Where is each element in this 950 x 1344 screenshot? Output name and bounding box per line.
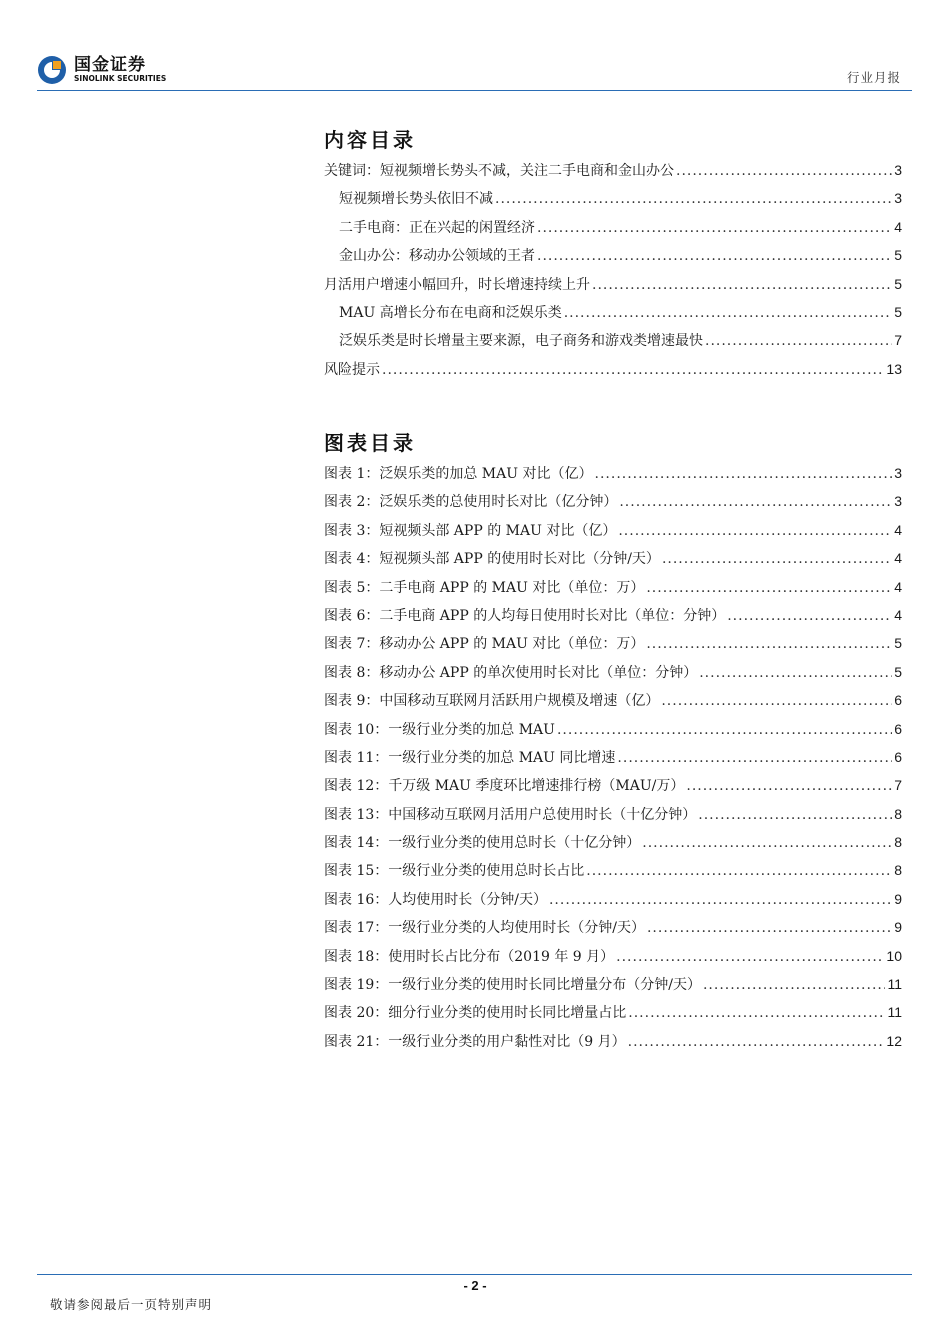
toc-entry-leader-dots xyxy=(495,191,892,207)
figure-entry-page: 4 xyxy=(894,606,902,623)
figure-entry-page: 3 xyxy=(894,465,902,481)
figure-entry[interactable] xyxy=(324,889,902,917)
figure-entry-title: 图表 8：移动办公 APP 的单次使用时长对比（单位：分钟） xyxy=(324,664,698,681)
figure-entry-title: 图表 7：移动办公 APP 的 MAU 对比（单位：万） xyxy=(324,636,645,653)
toc-entry-leader-dots xyxy=(592,277,892,293)
toc-entry-title: 短视频增长势头依旧不减 xyxy=(339,191,493,208)
figure-entry-page: 8 xyxy=(894,805,902,822)
figure-entry[interactable] xyxy=(324,974,902,1002)
contents-title: 内容目录 xyxy=(324,128,416,152)
toc-entry-page: 5 xyxy=(894,303,902,320)
toc-entry-title: 金山办公：移动办公领域的王者 xyxy=(339,248,535,265)
toc-entry[interactable] xyxy=(324,274,902,302)
figure-entry[interactable] xyxy=(324,747,902,775)
figure-entry[interactable] xyxy=(324,1031,902,1059)
figure-entry[interactable] xyxy=(324,775,902,803)
figure-entry[interactable] xyxy=(324,633,902,661)
contents-list xyxy=(324,160,902,387)
figure-entry-page: 9 xyxy=(894,919,902,936)
toc-entry-page: 5 xyxy=(894,275,902,292)
figure-entry-page: 9 xyxy=(894,890,902,907)
toc-entry[interactable] xyxy=(324,330,902,358)
toc-entry[interactable] xyxy=(324,160,902,188)
figure-entry-page: 11 xyxy=(887,1004,902,1021)
page-header xyxy=(0,0,950,95)
figure-entry-leader-dots xyxy=(557,722,892,738)
toc-entry-leader-dots xyxy=(537,220,892,236)
figure-entry-page: 8 xyxy=(894,834,902,851)
figure-entry-page: 10 xyxy=(886,947,902,964)
figure-entry[interactable] xyxy=(324,605,902,633)
figure-entry-page: 8 xyxy=(894,862,902,879)
figure-entry-leader-dots xyxy=(618,523,892,539)
figure-entry-title: 图表 15：一级行业分类的使用总时长占比 xyxy=(324,863,585,880)
toc-entry-title: 风险提示 xyxy=(324,361,380,378)
figure-entry-title: 图表 18：使用时长占比分布（2019 年 9 月） xyxy=(324,948,615,965)
figure-entry[interactable] xyxy=(324,917,902,945)
figure-entry-leader-dots xyxy=(662,551,892,567)
figure-entry-page: 7 xyxy=(894,777,902,794)
figure-entry-title: 图表 19：一级行业分类的使用时长同比增量分布（分钟/天） xyxy=(324,977,701,994)
figure-entry-page: 5 xyxy=(894,635,902,652)
figure-entry[interactable] xyxy=(324,548,902,576)
figure-entry-page: 6 xyxy=(894,720,902,737)
logo-english-name: SINOLINK SECURITIES xyxy=(74,74,167,83)
toc-entry-title: 泛娱乐类是时长增量主要来源，电子商务和游戏类增速最快 xyxy=(339,333,703,350)
figure-entry-title: 图表 16：人均使用时长（分钟/天） xyxy=(324,891,547,908)
toc-entry-leader-dots xyxy=(382,362,884,378)
figure-entry[interactable] xyxy=(324,946,902,974)
figure-entry-title: 图表 5：二手电商 APP 的 MAU 对比（单位：万） xyxy=(324,579,645,596)
company-logo xyxy=(36,54,166,86)
figure-entry-leader-dots xyxy=(628,1034,885,1050)
figures-title: 图表目录 xyxy=(324,431,416,455)
toc-entry[interactable] xyxy=(324,217,902,245)
toc-entry-leader-dots xyxy=(676,163,892,179)
figure-entry-page: 4 xyxy=(894,521,902,538)
toc-entry-leader-dots xyxy=(564,305,893,321)
toc-entry-page: 13 xyxy=(886,360,902,377)
toc-entry[interactable] xyxy=(324,188,902,216)
figure-entry[interactable] xyxy=(324,491,902,519)
footer-disclaimer: 敬请参阅最后一页特别声明 xyxy=(50,1297,213,1312)
figure-entry-page: 11 xyxy=(887,976,902,993)
figure-entry[interactable] xyxy=(324,804,902,832)
figure-entry[interactable] xyxy=(324,577,902,605)
figure-entry[interactable] xyxy=(324,520,902,548)
header-divider xyxy=(37,90,912,91)
figure-entry-leader-dots xyxy=(595,466,893,482)
figure-entry-leader-dots xyxy=(642,835,892,851)
figure-entry-leader-dots xyxy=(698,807,892,823)
figure-entry-leader-dots xyxy=(647,920,892,936)
figure-entry-leader-dots xyxy=(646,636,892,652)
toc-entry-title: 关键词：短视频增长势头不减，关注二手电商和金山办公 xyxy=(324,163,674,179)
figure-entry-page: 6 xyxy=(894,748,902,765)
figure-entry[interactable] xyxy=(324,463,902,491)
figure-entry[interactable] xyxy=(324,860,902,888)
figure-entry[interactable] xyxy=(324,662,902,690)
figure-entry[interactable] xyxy=(324,690,902,718)
figure-entry-leader-dots xyxy=(617,750,892,766)
figure-entry-leader-dots xyxy=(646,580,892,596)
figure-entry-leader-dots xyxy=(727,608,892,624)
figure-entry-leader-dots xyxy=(703,977,885,993)
figure-entry-title: 图表 14：一级行业分类的使用总时长（十亿分钟） xyxy=(324,835,641,852)
figure-entry-title: 图表 6：二手电商 APP 的人均每日使用时长对比（单位：分钟） xyxy=(324,607,726,624)
figure-entry-title: 图表 11：一级行业分类的加总 MAU 同比增速 xyxy=(324,749,616,766)
figure-entry-title: 图表 1：泛娱乐类的加总 MAU 对比（亿） xyxy=(324,466,593,482)
figure-entry-title: 图表 10：一级行业分类的加总 MAU xyxy=(324,721,555,738)
toc-entry-title: 月活用户增速小幅回升，时长增速持续上升 xyxy=(324,276,590,293)
figure-entry-title: 图表 4：短视频头部 APP 的使用时长对比（分钟/天） xyxy=(324,551,660,568)
page-number: - 2 - xyxy=(463,1278,487,1293)
figure-entry-title: 图表 12：千万级 MAU 季度环比增速排行榜（MAU/万） xyxy=(324,778,685,795)
toc-entry-leader-dots xyxy=(537,248,892,264)
logo-chinese-name: 国金证券 xyxy=(74,55,146,75)
figure-entry-leader-dots xyxy=(619,494,892,510)
figure-entry-title: 图表 3：短视频头部 APP 的 MAU 对比（亿） xyxy=(324,522,617,539)
figure-entry-page: 3 xyxy=(894,493,902,510)
toc-entry-leader-dots xyxy=(705,333,892,349)
figure-entry-page: 6 xyxy=(894,692,902,709)
toc-entry-title: 二手电商：正在兴起的闲置经济 xyxy=(339,219,535,236)
toc-entry[interactable] xyxy=(324,302,902,330)
toc-entry[interactable] xyxy=(324,245,902,273)
figure-entry-leader-dots xyxy=(549,892,892,908)
toc-entry-page: 5 xyxy=(894,247,902,264)
toc-entry-page: 7 xyxy=(894,332,902,349)
figure-entry-title: 图表 21：一级行业分类的用户黏性对比（9 月） xyxy=(324,1033,626,1050)
toc-entry-page: 3 xyxy=(894,190,902,207)
figure-entry-leader-dots xyxy=(628,1005,885,1021)
figure-entry-page: 4 xyxy=(894,550,902,567)
figure-entry-title: 图表 13：中国移动互联网月活用户总使用时长（十亿分钟） xyxy=(324,806,697,823)
figure-entry-leader-dots xyxy=(616,949,884,965)
figure-entry-title: 图表 9：中国移动互联网月活跃用户规模及增速（亿） xyxy=(324,693,660,710)
figure-entry-page: 12 xyxy=(886,1032,902,1049)
footer-divider xyxy=(37,1274,912,1275)
toc-entry[interactable] xyxy=(324,359,902,387)
figure-entry[interactable] xyxy=(324,719,902,747)
figure-entry-page: 5 xyxy=(894,663,902,680)
figure-entry-title: 图表 20：细分行业分类的使用时长同比增量占比 xyxy=(324,1005,627,1022)
figure-entry-title: 图表 2：泛娱乐类的总使用时长对比（亿分钟） xyxy=(324,494,618,511)
report-type-label: 行业月报 xyxy=(846,70,901,85)
figure-entry[interactable] xyxy=(324,1002,902,1030)
figures-list xyxy=(324,463,902,1059)
toc-entry-page: 3 xyxy=(894,162,902,178)
toc-entry-title: MAU 高增长分布在电商和泛娱乐类 xyxy=(339,304,562,321)
toc-entry-page: 4 xyxy=(894,218,902,235)
figure-entry-leader-dots xyxy=(699,665,892,681)
figure-entry-leader-dots xyxy=(686,778,892,794)
figure-entry[interactable] xyxy=(324,832,902,860)
figure-entry-title: 图表 17：一级行业分类的人均使用时长（分钟/天） xyxy=(324,920,645,937)
sinolink-logo-icon xyxy=(36,54,68,86)
figure-entry-leader-dots xyxy=(586,863,892,879)
figure-entry-page: 4 xyxy=(894,578,902,595)
figure-entry-leader-dots xyxy=(661,693,892,709)
